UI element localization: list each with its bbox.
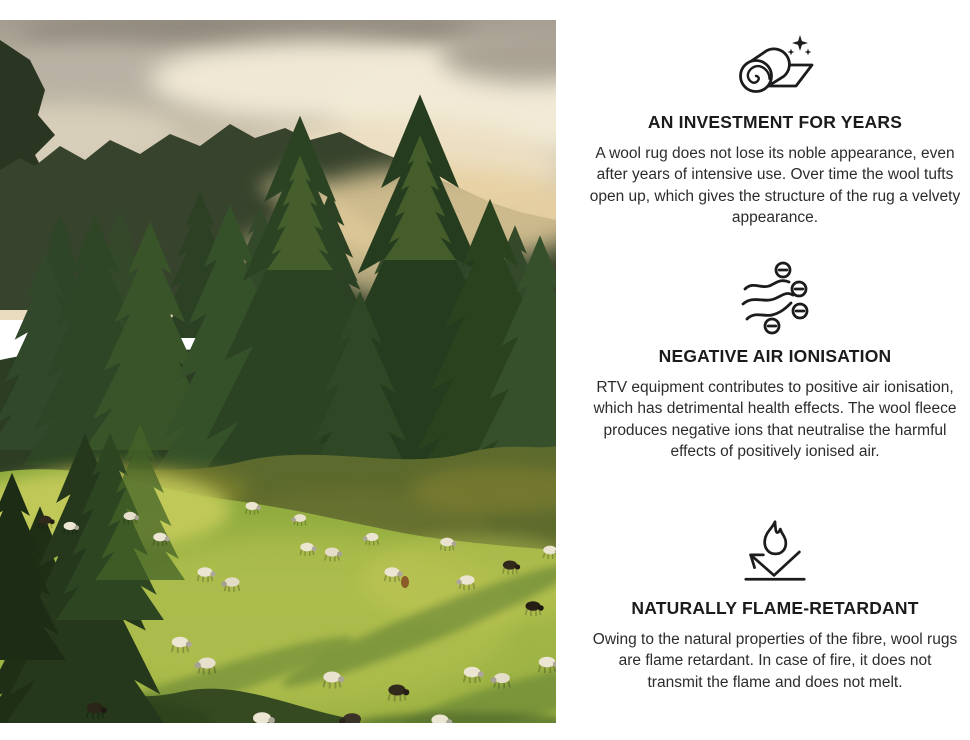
- feature-panel: [580, 20, 970, 723]
- feature-section-ionisation: [580, 258, 970, 463]
- section-title: NATURALLY FLAME-RETARDANT: [631, 598, 919, 618]
- section-body: Owing to the natural properties of the fibre, wool rugs are flame retardant. In case of fire, it does not transmit the flame and does not melt.: [592, 631, 958, 691]
- negative-ions-icon: [736, 258, 814, 336]
- pasture-photo: [0, 20, 556, 723]
- section-body: A wool rug does not lose its noble appearance, even after years of intensive use. Over time the wool tufts open up, which gives the structure of the rug a velvety appearance.: [589, 145, 961, 227]
- feature-section-flame: [580, 514, 970, 693]
- feature-section-investment: [580, 32, 970, 229]
- rug-roll-sparkle-icon: [733, 32, 817, 102]
- section-title: AN INVESTMENT FOR YEARS: [647, 112, 903, 132]
- section-title: NEGATIVE AIR IONISATION: [658, 346, 892, 366]
- flame-retardant-icon: [736, 514, 814, 588]
- section-body: RTV equipment contributes to positive air ionisation, which has detrimental health effects. The wool fleece produces negative ions that neutralise the harmful effects of positively ionised air.: [593, 379, 957, 461]
